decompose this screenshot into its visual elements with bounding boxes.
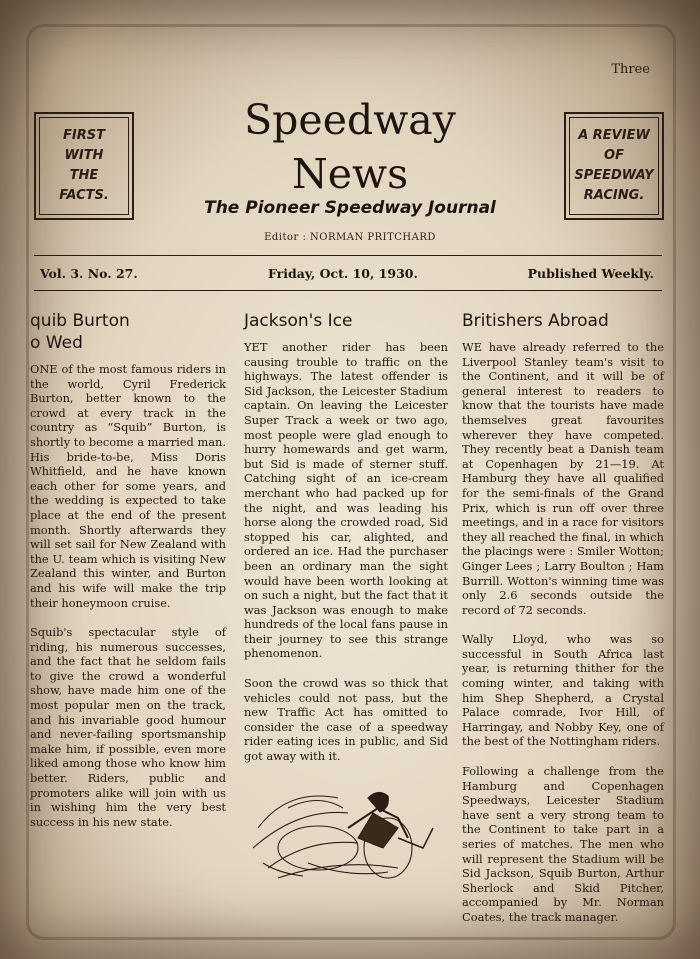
article-headline: quib Burton o Wed [30,311,130,353]
editor-credit: Editor : NORMAN PRITCHARD [264,232,436,243]
article-paragraph: Following a challenge from the Hamburg and Copenhagen Speedways, Leicester Stadium have sent a very strong team to the Continent to take part in a series of matches. The men who will represent the Stadium will be Sid Jackson, Squib Burton, Arthur Sherlock and Skid Pitcher, accompanied by Mr. Norman Coates, the track manager. [462,764,664,924]
article-headline: Jackson's Ice [244,311,353,331]
article-paragraph: Wally Lloyd, who was so successful in South Africa last year, is returning thither for the coming winter, and taking with him Shep Shepherd, a Crystal Palace comrade, Ivor Hill, of Harringay, and Nobby Key, one of the best of the Nottingham riders. [462,632,664,749]
publication-frequency: Published Weekly. [527,266,654,281]
masthead-title-line2: News [291,150,409,198]
top-rule [34,255,662,256]
article-squib-burton [30,310,226,844]
left-ear-text: FIRST WITH THE FACTS. [59,128,109,203]
article-headline: Britishers Abroad [462,311,609,331]
article-paragraph: WE have already referred to the Liverpool Stanley team's visit to the Continent, and it will be of general interest to readers to know that the tourists have made themselves great favourites wherever they have competed. They recently beat a Danish team at Copenhagen by 21—19. At Hamburg they have all qualified for the semi-finals of the Grand Prix, which is run off over three meetings, and in a race for visitors they all reached the final, in which the placings were : Smiler Wotton; Ginger Lees ; Larry Boulton ; Ham Burrill. Wotton's winning time was only 2.6 seconds outside the record of 72 seconds. [462,340,664,617]
article-britishers-abroad [462,310,664,940]
article-paragraph: Squib's spectacular style of riding, his numerous successes, and the fact that he seldom fails to give the crowd a wonderful show, have made him one of the most popular men on the track, and his invariable good humour and never-failing sportsmanship make him, if possible, even more liked among those who know him better. Riders, public and promoters alike will join with us in wishing him the very best success in his new state. [30,625,226,829]
article-paragraph: YET another rider has been causing trouble to traffic on the highways. The latest offender is Sid Jackson, the Leicester Stadium captain. On leaving the Leicester Super Track a week or two ago, most people were glad enough to hurry homewards and get warm, but Sid is made of sterner stuff. Catching sight of an ice-cream merchant who had packed up for the night, and was leading his horse along the crowded road, Sid stopped his car, alighted, and ordered an ice. Had the purchaser been an ordinary man the sight would have been worth looking at on such a night, but the fact that it was Jackson was enough to make hundreds of the local fans pause in their journey to see this strange phenomenon. [244,340,448,661]
page-number: Three [611,62,650,77]
right-ear-box [564,112,664,220]
article-paragraph: ONE of the most famous riders in the world, Cyril Frederick Burton, better known to the crowd at every track in the country as “Squib” Burton, is shortly to become a married man. His bride-to-be, Miss Doris Whitfield, and he have known each other for some years, and the wedding is expected to take place at the end of the present month. Shortly afterwards they will set sail for New Zealand with the U. team which is visiting New Zealand this winter, and Burton and his wife will make the trip their honeymoon cruise. [30,362,226,610]
bottom-rule [34,290,662,291]
article-jacksons-ice [244,310,448,779]
right-ear-text: A REVIEW OF SPEEDWAY RACING. [574,128,654,203]
volume-number: Vol. 3. No. 27. [40,266,138,281]
masthead-title-line1: Speedway [244,96,456,144]
article-paragraph: Soon the crowd was so thick that vehicles could not pass, but the new Traffic Act has omitted to consider the case of a speedway rider eating ices in public, and Sid got away with it. [244,676,448,764]
speedway-rider-illustration [248,768,444,886]
issue-date: Friday, Oct. 10, 1930. [268,266,418,281]
masthead-tagline: The Pioneer Speedway Journal [204,198,496,218]
left-ear-box [34,112,134,220]
